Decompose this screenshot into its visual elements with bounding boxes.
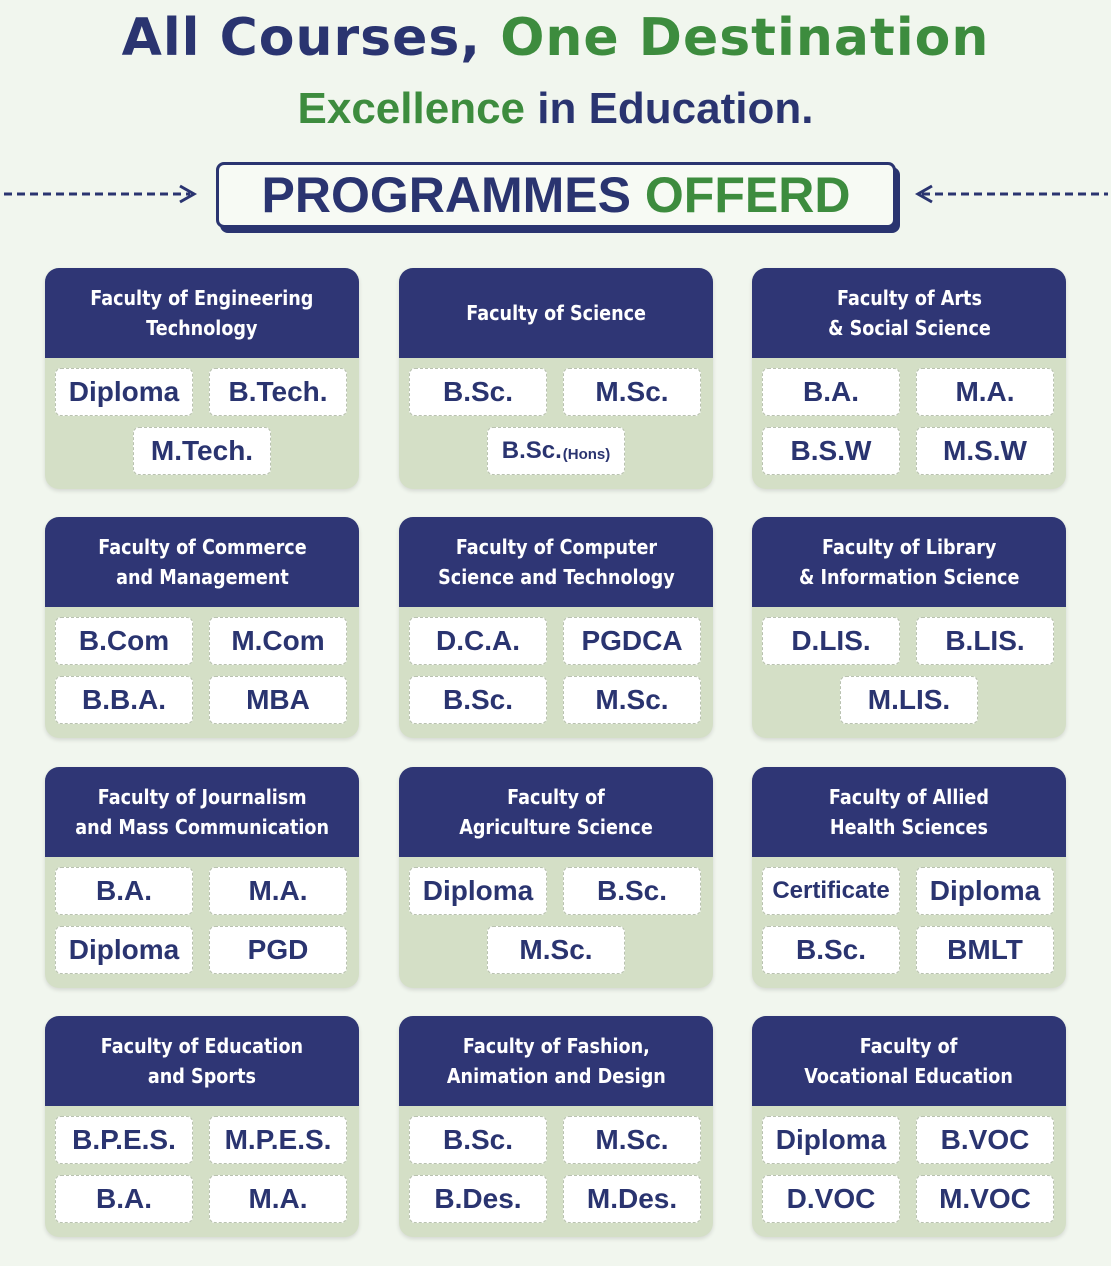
program-badge: PGD	[209, 926, 347, 974]
card-header	[399, 1016, 713, 1106]
program-badge: Certificate	[762, 867, 900, 915]
program-name: B.Sc.	[501, 437, 562, 464]
program-badge: B.Sc.	[409, 1116, 547, 1164]
program-badge: B.A.	[762, 368, 900, 416]
program-badge: M.VOC	[916, 1175, 1054, 1223]
faculty-card-agriculture	[399, 767, 713, 988]
program-list	[399, 857, 713, 988]
program-badge: M.Des.	[563, 1175, 701, 1223]
program-badge: B.Sc.	[762, 926, 900, 974]
program-badge: M.Sc.	[487, 926, 625, 974]
program-badge: B.Com	[55, 617, 193, 665]
program-suffix: (Hons)	[562, 445, 611, 463]
program-list	[752, 1106, 1066, 1237]
faculty-card-fashion	[399, 1016, 713, 1237]
programmes-banner	[216, 162, 896, 228]
program-badge: M.Sc.	[563, 1116, 701, 1164]
program-badge: D.C.A.	[409, 617, 547, 665]
program-list	[45, 1106, 359, 1237]
banner-row	[0, 162, 1111, 228]
card-header	[752, 268, 1066, 358]
program-badge: M.Sc.	[563, 368, 701, 416]
headline	[0, 8, 1111, 68]
program-badge: M.A.	[916, 368, 1054, 416]
program-badge: M.S.W	[916, 427, 1054, 475]
program-badge: B.A.	[55, 867, 193, 915]
program-badge: PGDCA	[563, 617, 701, 665]
card-header	[399, 517, 713, 607]
faculty-card-journalism	[45, 767, 359, 988]
headline-part2: One Destination	[500, 8, 990, 68]
faculty-card-vocational	[752, 1016, 1066, 1237]
subline	[0, 84, 1111, 134]
faculty-card-library	[752, 517, 1066, 738]
card-header	[45, 517, 359, 607]
headline-part1: All Courses,	[121, 8, 482, 68]
card-header	[752, 767, 1066, 857]
subline-part2: in Education.	[537, 84, 814, 133]
faculty-title: Faculty of Journalism and Mass Communication	[75, 785, 329, 839]
faculty-card-engineering	[45, 268, 359, 489]
faculty-card-commerce	[45, 517, 359, 738]
program-badge: M.A.	[209, 1175, 347, 1223]
faculty-title: Faculty of Vocational Education	[804, 1034, 1014, 1088]
program-list	[45, 857, 359, 988]
faculty-title: Faculty of Arts & Social Science	[827, 286, 991, 340]
banner-part1: PROGRAMMES	[261, 167, 631, 223]
program-badge: B.B.A.	[55, 676, 193, 724]
faculty-title: Faculty of Allied Health Sciences	[828, 785, 989, 839]
program-badge-hons	[487, 427, 625, 475]
faculty-title: Faculty of Education and Sports	[100, 1034, 304, 1088]
program-badge: B.Sc.	[563, 867, 701, 915]
card-header	[399, 268, 713, 358]
right-arrow-icon	[4, 182, 200, 206]
program-badge: B.LIS.	[916, 617, 1054, 665]
card-header	[399, 767, 713, 857]
program-badge: BMLT	[916, 926, 1054, 974]
program-badge: M.P.E.S.	[209, 1116, 347, 1164]
program-badge: B.VOC	[916, 1116, 1054, 1164]
program-badge: B.S.W	[762, 427, 900, 475]
faculty-card-arts	[752, 268, 1066, 489]
program-badge: M.Com	[209, 617, 347, 665]
program-list	[752, 607, 1066, 738]
card-header	[45, 767, 359, 857]
program-list	[45, 358, 359, 489]
left-arrow-icon	[912, 182, 1108, 206]
program-badge: B.Sc.	[409, 676, 547, 724]
card-header	[45, 268, 359, 358]
program-list	[399, 607, 713, 738]
banner-part2: OFFERD	[644, 167, 851, 223]
faculty-title: Faculty of Commerce and Management	[97, 535, 307, 589]
faculty-title: Faculty of Library & Information Science	[798, 535, 1020, 589]
program-list	[45, 607, 359, 738]
faculty-card-computer-science	[399, 517, 713, 738]
faculty-title: Faculty of Agriculture Science	[459, 785, 653, 839]
program-badge: Diploma	[916, 867, 1054, 915]
program-badge: M.Sc.	[563, 676, 701, 724]
card-header	[752, 1016, 1066, 1106]
program-list	[399, 358, 713, 489]
faculty-title: Faculty of Engineering Technology	[90, 286, 314, 340]
program-badge: B.A.	[55, 1175, 193, 1223]
faculty-card-science	[399, 268, 713, 489]
program-badge: MBA	[209, 676, 347, 724]
program-badge: B.Sc.	[409, 368, 547, 416]
subline-part1: Excellence	[297, 84, 526, 133]
card-header	[45, 1016, 359, 1106]
program-badge: B.Des.	[409, 1175, 547, 1223]
faculty-card-education	[45, 1016, 359, 1237]
program-badge: M.A.	[209, 867, 347, 915]
program-badge: Diploma	[409, 867, 547, 915]
program-badge: M.Tech.	[133, 427, 271, 475]
faculty-title: Faculty of Science	[466, 301, 646, 325]
program-badge: D.VOC	[762, 1175, 900, 1223]
program-badge: B.P.E.S.	[55, 1116, 193, 1164]
program-badge: Diploma	[55, 926, 193, 974]
program-badge: Diploma	[55, 368, 193, 416]
program-badge: Diploma	[762, 1116, 900, 1164]
program-list	[752, 358, 1066, 489]
card-header	[752, 517, 1066, 607]
program-badge: M.LIS.	[840, 676, 978, 724]
program-badge: D.LIS.	[762, 617, 900, 665]
program-badge: B.Tech.	[209, 368, 347, 416]
faculty-title: Faculty of Computer Science and Technology	[437, 535, 675, 589]
faculty-card-allied-health	[752, 767, 1066, 988]
program-list	[752, 857, 1066, 988]
faculty-title: Faculty of Fashion, Animation and Design	[446, 1034, 666, 1088]
program-list	[399, 1106, 713, 1237]
